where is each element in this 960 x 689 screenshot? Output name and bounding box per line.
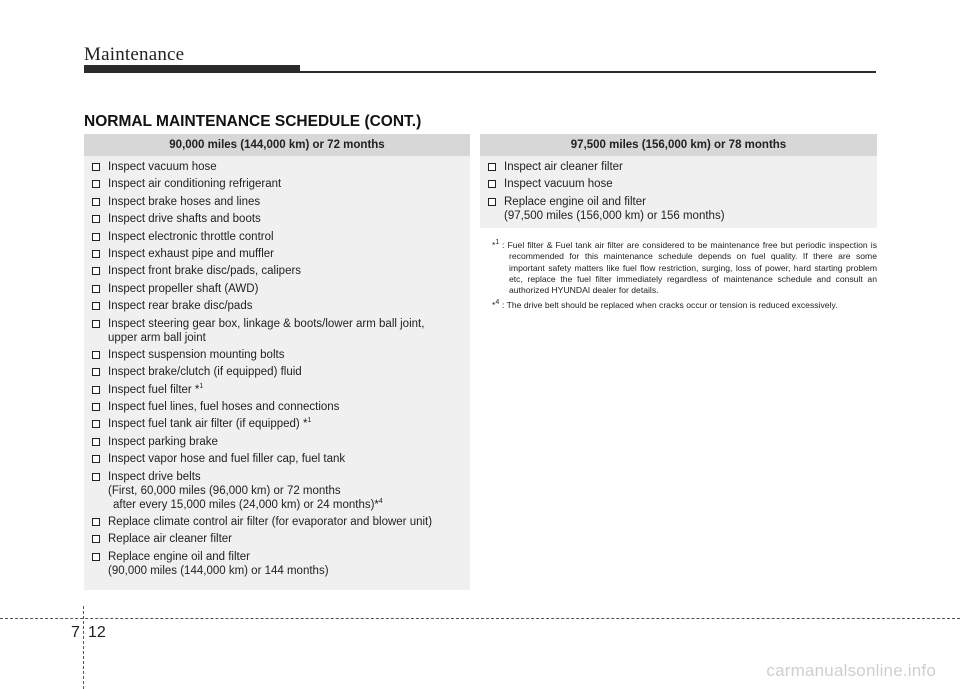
footnote-ref: 1 [307, 417, 312, 425]
item-text: Replace engine oil and filter [108, 550, 250, 563]
checklist-item [92, 160, 462, 174]
footnote-marker [492, 240, 499, 251]
checklist-item [92, 177, 462, 191]
footnote-separator: : [502, 300, 507, 311]
checkbox-icon [92, 285, 100, 293]
page-header-title: Maintenance [84, 44, 185, 65]
checkbox-icon [92, 233, 100, 241]
checklist-item [92, 230, 462, 244]
item-text: Replace engine oil and filter [504, 195, 646, 208]
checkbox-icon [488, 163, 496, 171]
checkbox-icon [92, 302, 100, 310]
item-text: Inspect parking brake [108, 435, 218, 448]
item-text: Inspect electronic throttle control [108, 230, 274, 243]
footer-dashed-divider [83, 606, 84, 689]
item-text-continued: (First, 60,000 miles (96,000 km) or 72 months [108, 484, 341, 497]
checklist-item [92, 317, 462, 345]
footnote-marker [492, 300, 499, 311]
checkbox-icon [92, 420, 100, 428]
checkbox-icon [92, 473, 100, 481]
left-box-heading: 90,000 miles (144,000 km) or 72 months [84, 134, 470, 156]
checklist-item [92, 212, 462, 226]
checklist-item [488, 160, 869, 174]
item-text: Replace air cleaner filter [108, 533, 233, 546]
header-rule-thick [84, 65, 300, 73]
footnote-ref: 4 [378, 497, 383, 505]
checkbox-icon [92, 320, 100, 328]
checkbox-icon [488, 180, 496, 188]
footnote-text: Fuel filter & Fuel tank air filter are considered to be maintenance free but periodic inspection is recommended for this maintenance schedule depends on fuel quality. If there are some important safety matters like fuel flow restriction, surging, loss of power, hard starting problem etc, replace the fuel filter immediately regardless of maintenance schedule and consult an authorized HYUNDAI dealer for details. [507, 240, 877, 296]
checklist-item [92, 247, 462, 261]
right-box-heading: 97,500 miles (156,000 km) or 78 months [480, 134, 877, 156]
item-text-continued: (97,500 miles (156,000 km) or 156 months) [504, 209, 725, 222]
footnote-number: 1 [495, 239, 500, 247]
checkbox-icon [92, 163, 100, 171]
checklist-item [92, 383, 462, 397]
item-text-continued-2-text: after every 15,000 miles (24,000 km) or 24 months)* [113, 498, 379, 511]
item-text: Replace climate control air filter (for evaporator and blower unit) [108, 516, 433, 529]
item-text: Inspect brake hoses and lines [108, 195, 261, 208]
watermark: carmanualsonline.info [766, 661, 936, 680]
item-text: Inspect vapor hose and fuel filler cap, fuel tank [108, 453, 346, 466]
chapter-number: 7 [71, 624, 80, 641]
footnote [492, 240, 877, 296]
item-text: Inspect fuel filter * [108, 383, 200, 396]
checkbox-icon [92, 386, 100, 394]
checkbox-icon [92, 250, 100, 258]
footnote-number: 4 [495, 299, 500, 307]
footer-dashed-rule [0, 618, 960, 619]
item-text-continued: (90,000 miles (144,000 km) or 144 months) [108, 564, 329, 577]
item-text-continued: upper arm ball joint [108, 331, 206, 344]
checklist-item [92, 299, 462, 313]
footnote-ref: 1 [199, 382, 204, 390]
item-text: Inspect rear brake disc/pads [108, 300, 253, 313]
item-text: Inspect air cleaner filter [504, 161, 623, 173]
checklist-item [92, 195, 462, 209]
checklist-item [92, 515, 462, 529]
right-checklist [480, 156, 877, 223]
item-text: Inspect vacuum hose [504, 178, 613, 191]
item-text: Inspect brake/clutch (if equipped) fluid [108, 366, 302, 379]
checklist-item [92, 348, 462, 362]
checkbox-icon [92, 455, 100, 463]
checkbox-icon [92, 535, 100, 543]
checkbox-icon [92, 403, 100, 411]
footnote-separator: : [502, 240, 508, 250]
item-text: Inspect drive shafts and boots [108, 213, 261, 226]
left-schedule-box [84, 134, 470, 590]
footnote [492, 300, 877, 311]
item-text: Inspect suspension mounting bolts [108, 348, 285, 361]
footnotes [492, 240, 877, 316]
item-text: Inspect propeller shaft (AWD) [108, 282, 259, 295]
checklist-item [92, 400, 462, 414]
checklist-item [92, 550, 462, 578]
checkbox-icon [92, 518, 100, 526]
checklist-item [92, 264, 462, 278]
left-checklist [84, 156, 470, 578]
checklist-item [488, 195, 869, 223]
checklist-item [92, 365, 462, 379]
item-text: Inspect exhaust pipe and muffler [108, 247, 275, 260]
checkbox-icon [92, 438, 100, 446]
footnote-asterisk: * [492, 300, 496, 311]
checkbox-icon [92, 351, 100, 359]
footnote-asterisk: * [492, 240, 496, 250]
checkbox-icon [92, 215, 100, 223]
item-text: Inspect fuel tank air filter (if equipped) * [108, 418, 308, 431]
header-rule-thin [300, 71, 876, 73]
checkbox-icon [92, 368, 100, 376]
item-text: Inspect steering gear box, linkage & boots/lower arm ball joint, [108, 317, 425, 330]
checklist-item [92, 452, 462, 466]
right-schedule-box [480, 134, 877, 228]
checklist-item [92, 417, 462, 431]
checkbox-icon [488, 198, 496, 206]
item-text: Inspect fuel lines, fuel hoses and connections [108, 401, 340, 414]
checkbox-icon [92, 198, 100, 206]
item-text-continued-2 [108, 498, 462, 512]
item-text: Inspect drive belts [108, 470, 201, 483]
section-title: NORMAL MAINTENANCE SCHEDULE (CONT.) [84, 113, 422, 130]
page-number: 12 [88, 624, 106, 641]
checklist-item [92, 435, 462, 449]
checkbox-icon [92, 553, 100, 561]
item-text: Inspect air conditioning refrigerant [108, 178, 282, 191]
footnote-text: The drive belt should be replaced when cracks occur or tension is reduced excessively. [506, 300, 838, 311]
checkbox-icon [92, 180, 100, 188]
checklist-item [92, 282, 462, 296]
checklist-item [488, 177, 869, 191]
checklist-item [92, 532, 462, 546]
item-text: Inspect front brake disc/pads, calipers [108, 265, 302, 278]
checkbox-icon [92, 267, 100, 275]
item-text: Inspect vacuum hose [108, 161, 217, 173]
checklist-item [92, 470, 462, 512]
